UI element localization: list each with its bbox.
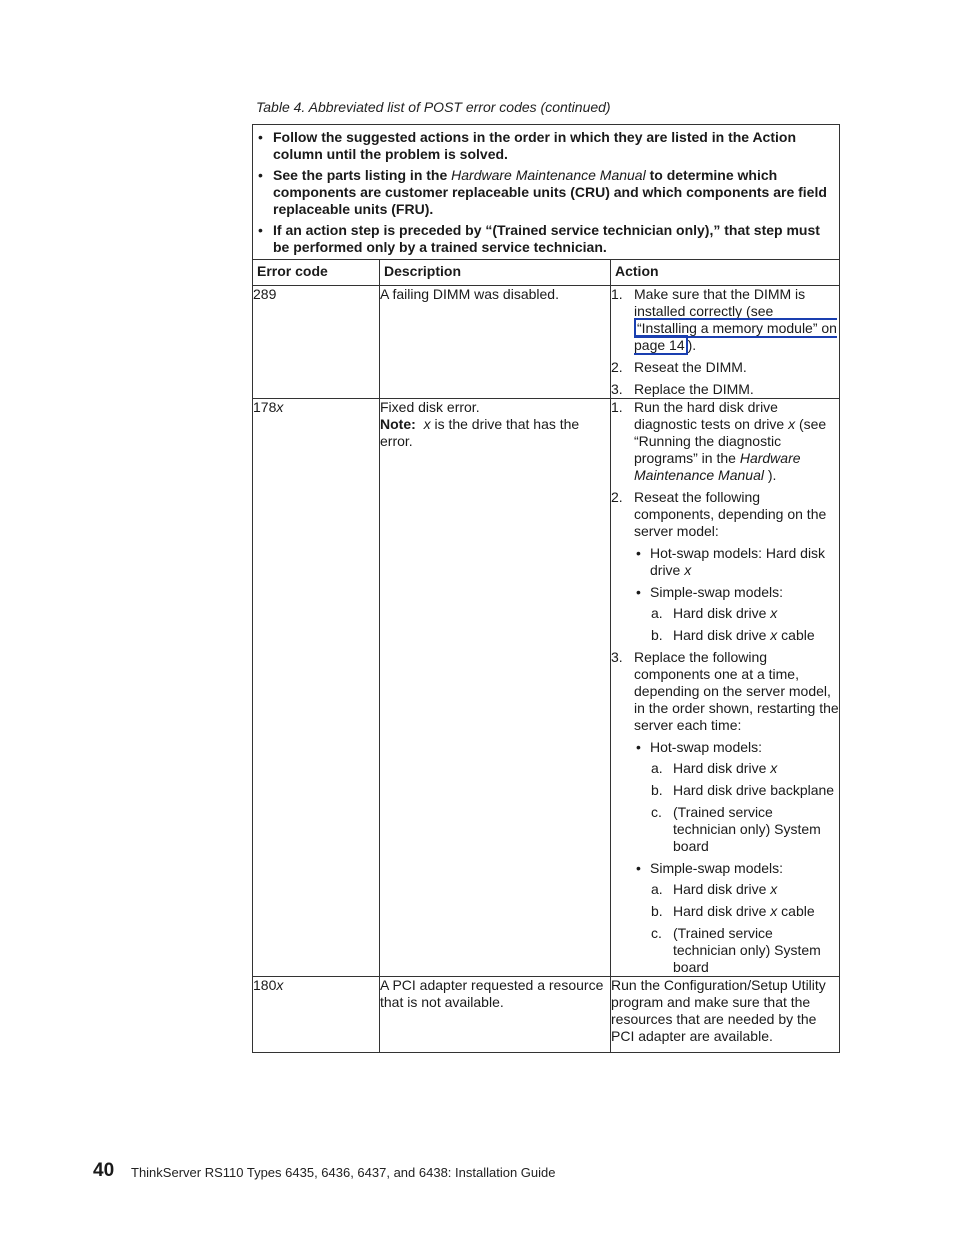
table-intro bbox=[253, 125, 840, 260]
description-cell: A failing DIMM was disabled. bbox=[380, 286, 611, 399]
description-note: Note: x is the drive that has the error. bbox=[380, 416, 580, 449]
sub-bullet: • Simple-swap models: a. Hard disk drive x b. Hard disk drive x cable c. (Trained service technician only) System board bbox=[634, 860, 839, 976]
description-cell: Fixed disk error. Note: x is the drive that has the error. bbox=[380, 399, 611, 977]
sub-step: a. Hard disk drive x bbox=[651, 605, 778, 621]
action-cell bbox=[611, 286, 840, 399]
table-row bbox=[253, 399, 840, 977]
error-code-cell: 289 bbox=[253, 286, 380, 399]
table-header-row bbox=[253, 260, 840, 286]
intro-bullet-1: • Follow the suggested actions in the order in which they are listed in the Action column until the problem is solved. bbox=[257, 129, 835, 163]
sub-step: b. Hard disk drive x cable bbox=[651, 903, 815, 919]
error-code-cell: 180x bbox=[253, 977, 380, 1053]
sub-step: a. Hard disk drive x bbox=[651, 760, 778, 776]
post-error-table bbox=[252, 124, 840, 1053]
sub-step: b. Hard disk drive backplane bbox=[651, 782, 835, 798]
description-cell: A PCI adapter requested a resource that is not available. bbox=[380, 977, 611, 1053]
table-row bbox=[253, 977, 840, 1053]
sub-bullet: • Hot-swap models: a. Hard disk drive x b. Hard disk drive backplane c. (Trained service technician only) System board bbox=[634, 739, 839, 855]
sub-step: b. Hard disk drive x cable bbox=[651, 627, 815, 643]
action-step: 1. Make sure that the DIMM is installed correctly (see “Installing a memory module” on page 14 ). bbox=[611, 286, 837, 353]
header-error-code: Error code bbox=[253, 260, 380, 286]
manual-title: Hardware Maintenance Manual bbox=[451, 167, 646, 183]
table-row bbox=[253, 286, 840, 399]
sub-step: c. (Trained service technician only) System board bbox=[651, 925, 821, 975]
sub-bullet: • Simple-swap models: a. Hard disk drive x b. Hard disk drive x cable bbox=[634, 584, 839, 644]
header-action: Action bbox=[611, 260, 840, 286]
action-step: 2. Reseat the DIMM. bbox=[611, 359, 747, 375]
intro-bullet-3: • If an action step is preceded by “(Trained service technician only),” that step must be performed only by a trained service technician. bbox=[257, 222, 835, 256]
error-code-cell: 178x bbox=[253, 399, 380, 977]
action-step: 3. Replace the DIMM. bbox=[611, 381, 754, 397]
table-caption: Table 4. Abbreviated list of POST error codes (continued) bbox=[256, 99, 611, 115]
sub-bullet: • Hot-swap models: Hard disk drive x bbox=[636, 545, 826, 578]
header-description: Description bbox=[380, 260, 611, 286]
memory-module-link[interactable]: “Installing a memory module” on page 14 bbox=[634, 320, 837, 353]
page-number: 40 bbox=[93, 1160, 115, 1181]
intro-bullet-2: • See the parts listing in the Hardware Maintenance Manual to determine which components are customer replaceable units (CRU) and which components are field replaceable units (FRU). bbox=[257, 167, 835, 218]
action-cell: Run the Configuration/Setup Utility program and make sure that the resources that are needed by the PCI adapter are available. bbox=[611, 977, 840, 1053]
action-step: 3. Replace the following components one at a time, depending on the server model, in the order shown, restarting the server each time: • Hot-swap models: a. Hard disk drive x b. Hard disk drive backplane c. (Trained service technician only) System board • Simple-swap models: a. Hard disk drive x b. Hard disk drive x cable c. (Trained service technician only) System board bbox=[611, 649, 839, 975]
action-step: 1. Run the hard disk drive diagnostic tests on drive x (see “Running the diagnostic programs” in the Hardware Maintenance Manual ). bbox=[611, 399, 827, 483]
footer-title: ThinkServer RS110 Types 6435, 6436, 6437, and 6438: Installation Guide bbox=[131, 1165, 556, 1180]
action-cell bbox=[611, 399, 840, 977]
sub-step: a. Hard disk drive x bbox=[651, 881, 778, 897]
sub-step: c. (Trained service technician only) System board bbox=[651, 804, 821, 854]
action-step: 2. Reseat the following components, depending on the server model: • Hot-swap models: Hard disk drive x • Simple-swap models: a. Hard disk drive x b. Hard disk drive x cable bbox=[611, 489, 839, 644]
